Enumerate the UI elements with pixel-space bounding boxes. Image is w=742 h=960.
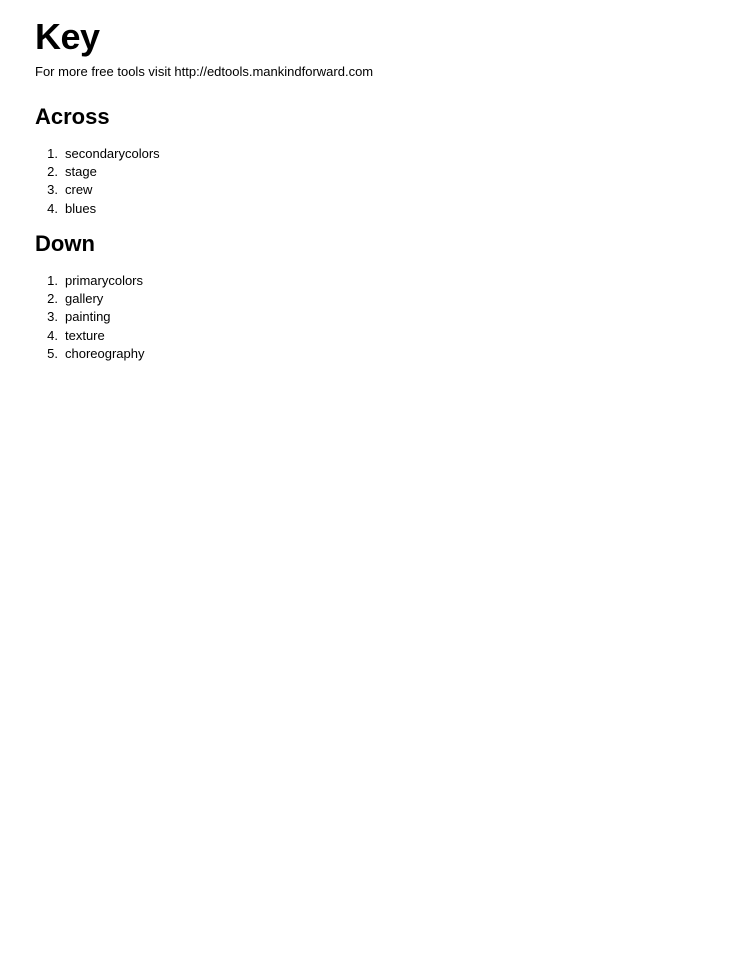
across-heading: Across: [35, 104, 110, 129]
answer-word: blues: [65, 200, 97, 216]
answer-word: secondarycolors: [65, 146, 160, 161]
answer-word: primarycolors: [65, 273, 144, 288]
item-number: 3.: [47, 182, 58, 198]
list-item: [35, 308, 145, 326]
item-number: 4.: [47, 327, 58, 343]
item-number: 4.: [47, 200, 58, 216]
answer-word: choreography: [65, 345, 145, 361]
tools-link-text: For more free tools visit http://edtools.mankindforward.com: [35, 64, 374, 79]
answer-word: painting: [65, 309, 111, 325]
down-answer-list: [35, 272, 145, 363]
answer-word: texture: [65, 327, 105, 343]
list-item: [35, 345, 145, 363]
down-heading: Down: [35, 231, 95, 256]
answer-word: crew: [65, 182, 93, 198]
item-number: 1.: [47, 146, 58, 161]
list-item: [35, 145, 160, 163]
page-title: Key: [35, 16, 100, 57]
item-number: 2.: [47, 164, 58, 180]
item-number: 1.: [47, 273, 58, 288]
list-item: [35, 163, 160, 181]
across-answer-list: [35, 145, 160, 218]
list-item: [35, 181, 160, 199]
list-item: [35, 272, 145, 290]
list-item: [35, 290, 145, 308]
answer-word: gallery: [65, 291, 104, 307]
list-item: [35, 327, 145, 345]
answer-word: stage: [65, 164, 97, 180]
item-number: 3.: [47, 309, 58, 325]
list-item: [35, 200, 160, 218]
item-number: 2.: [47, 291, 58, 307]
item-number: 5.: [47, 345, 58, 361]
